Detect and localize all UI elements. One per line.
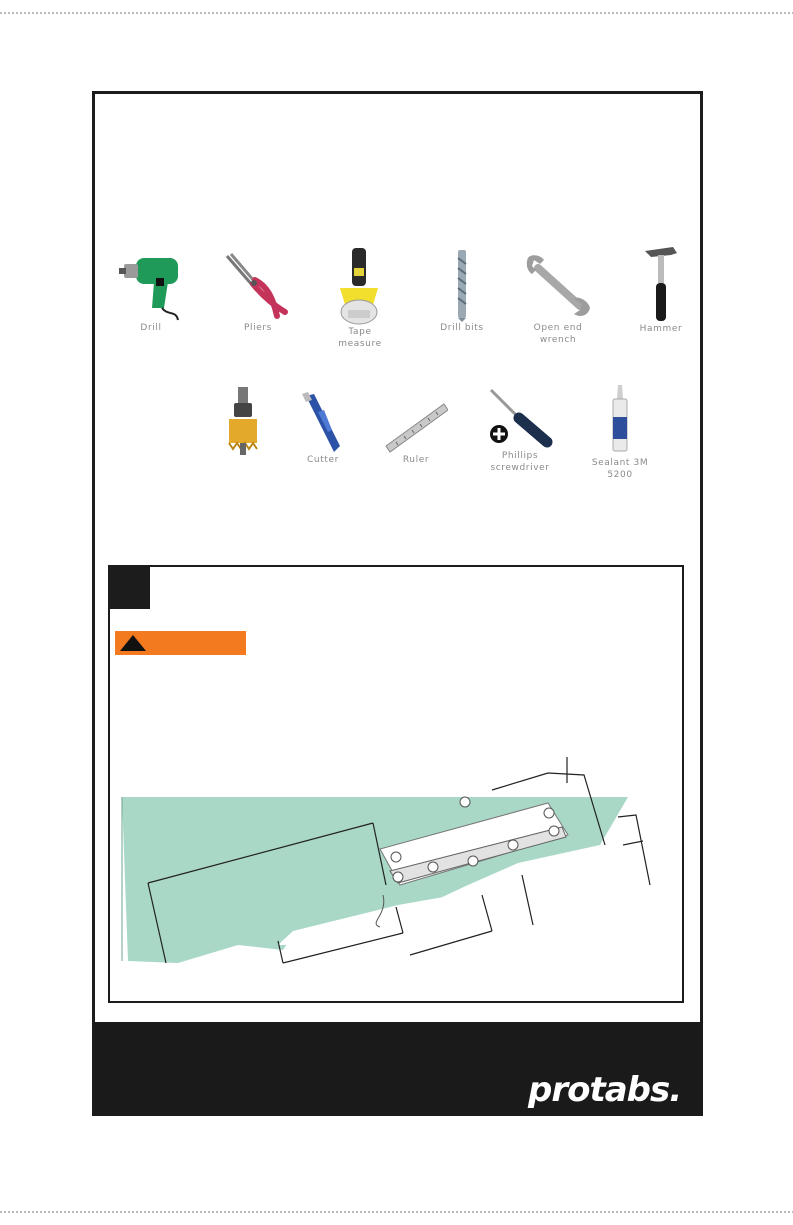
- wrench-icon: [522, 250, 594, 322]
- tool-pliers: [218, 250, 298, 334]
- tool-label: Tape measure: [338, 327, 382, 349]
- tool-label: Cutter: [307, 455, 339, 465]
- tool-wrench: [520, 250, 596, 346]
- tool-cutter: [298, 392, 348, 466]
- tool-hammer: [632, 245, 690, 335]
- tool-phillips-screwdriver: [480, 388, 560, 474]
- crop-marks-bottom: [0, 1211, 793, 1225]
- tool-tape-measure: [325, 246, 395, 350]
- tape-measure-icon: [330, 246, 390, 326]
- step-number-badge: [110, 567, 150, 609]
- tool-sealant: [578, 383, 662, 481]
- crop-marks-top: [0, 0, 793, 14]
- tool-label: Open end wrench: [533, 323, 583, 345]
- installation-diagram: [118, 745, 678, 985]
- brand-logo: protabs.: [528, 1070, 682, 1110]
- tool-hole-saw: [218, 385, 268, 457]
- warning-triangle-icon: [119, 634, 147, 652]
- tool-drill-bits: [432, 248, 492, 334]
- tool-label: Hammer: [639, 324, 683, 334]
- sealant-tube-icon: [605, 383, 635, 457]
- tool-label: Drill bits: [440, 323, 484, 333]
- tool-label: Ruler: [402, 455, 430, 465]
- tool-drill: [115, 250, 187, 334]
- hole-saw-icon: [223, 385, 263, 457]
- pliers-icon: [223, 250, 293, 322]
- tool-label: Sealant 3M 5200: [591, 458, 649, 480]
- tool-ruler: [384, 398, 448, 466]
- drill-icon: [118, 250, 184, 322]
- tool-label: Drill: [140, 323, 162, 333]
- tool-label: Pliers: [244, 323, 272, 333]
- warning-banner: [115, 631, 246, 655]
- tool-label: Phillips screwdriver: [490, 451, 550, 473]
- drill-bit-icon: [447, 248, 477, 322]
- hammer-icon: [641, 245, 681, 323]
- ruler-icon: [384, 398, 448, 454]
- phillips-screwdriver-icon: [485, 388, 555, 450]
- cutter-icon: [298, 392, 348, 454]
